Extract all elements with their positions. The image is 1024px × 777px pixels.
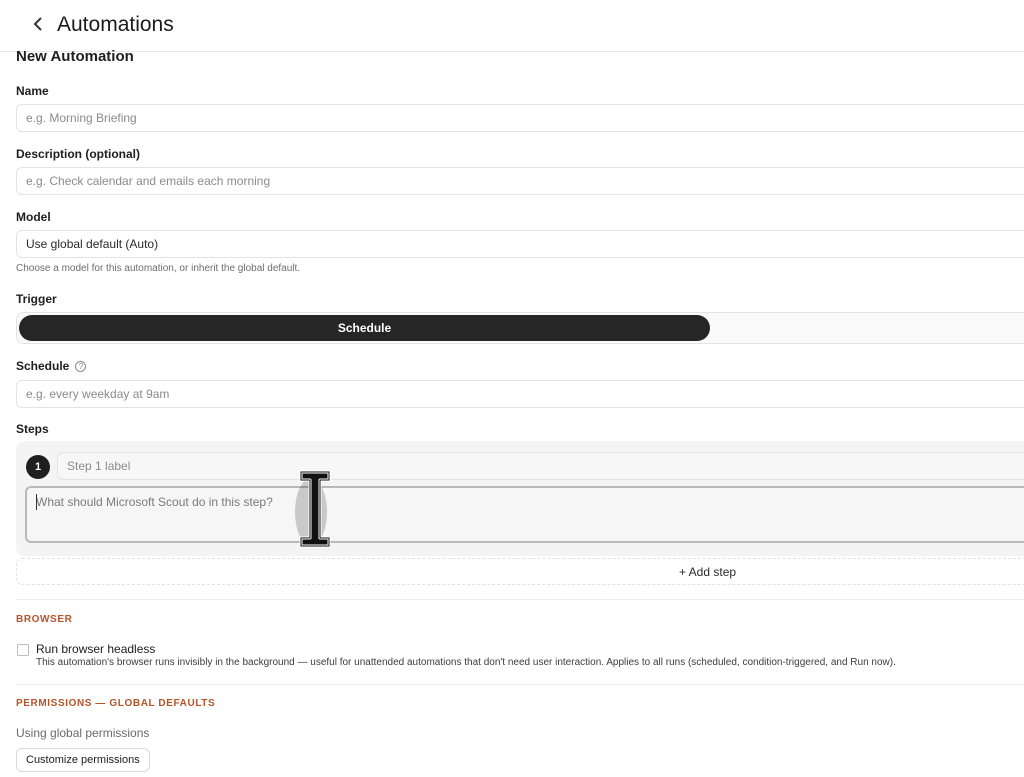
text-caret bbox=[36, 494, 37, 510]
schedule-input[interactable] bbox=[17, 381, 1024, 407]
permissions-section-label: PERMISSIONS — GLOBAL DEFAULTS bbox=[16, 698, 216, 709]
page-title: Automations bbox=[57, 13, 174, 36]
schedule-field-wrapper bbox=[16, 380, 1024, 408]
model-label: Model bbox=[16, 210, 51, 224]
description-field-wrapper bbox=[16, 167, 1024, 195]
help-circle-icon[interactable]: ? bbox=[75, 361, 86, 372]
model-selected-value: Use global default (Auto) bbox=[26, 237, 159, 251]
add-step-button[interactable] bbox=[16, 558, 1024, 585]
name-label: Name bbox=[16, 84, 49, 98]
step-instructions-textarea[interactable] bbox=[27, 488, 1024, 541]
step-label-field-wrapper bbox=[57, 452, 1024, 480]
description-input[interactable] bbox=[17, 168, 1024, 194]
schedule-label: Schedule bbox=[16, 359, 70, 373]
name-input[interactable] bbox=[17, 105, 1024, 131]
back-button[interactable] bbox=[26, 12, 50, 38]
trigger-schedule-option[interactable]: Schedule bbox=[19, 315, 710, 341]
steps-label: Steps bbox=[16, 422, 49, 436]
model-select[interactable] bbox=[16, 230, 1024, 258]
schedule-label-row bbox=[16, 359, 86, 373]
headless-help-text: This automation's browser runs invisibly in the background — useful for unattended automations that don't need user interaction. Applies to all runs (scheduled, condition-triggered, and Run now). bbox=[36, 657, 896, 668]
permissions-status-text: Using global permissions bbox=[16, 726, 150, 740]
step-label-input[interactable] bbox=[58, 453, 1024, 479]
headless-label[interactable]: Run browser headless bbox=[36, 642, 156, 656]
text-cursor-icon bbox=[293, 468, 337, 550]
customize-permissions-button[interactable]: Customize permissions bbox=[16, 748, 150, 772]
browser-section-label: BROWSER bbox=[16, 614, 73, 625]
section-divider bbox=[16, 684, 1024, 685]
form-title: New Automation bbox=[16, 48, 134, 65]
app-header bbox=[0, 0, 1024, 52]
model-help-text: Choose a model for this automation, or inherit the global default. bbox=[16, 263, 301, 274]
section-divider bbox=[16, 599, 1024, 600]
trigger-selector bbox=[16, 312, 1024, 344]
name-field-wrapper bbox=[16, 104, 1024, 132]
headless-checkbox[interactable] bbox=[17, 644, 29, 656]
step-body-field-wrapper bbox=[25, 486, 1024, 543]
chevron-left-icon bbox=[33, 17, 43, 31]
trigger-label: Trigger bbox=[16, 292, 57, 306]
step-number-badge: 1 bbox=[26, 455, 50, 479]
description-label: Description (optional) bbox=[16, 147, 140, 161]
add-step-label: + Add step bbox=[679, 565, 737, 579]
